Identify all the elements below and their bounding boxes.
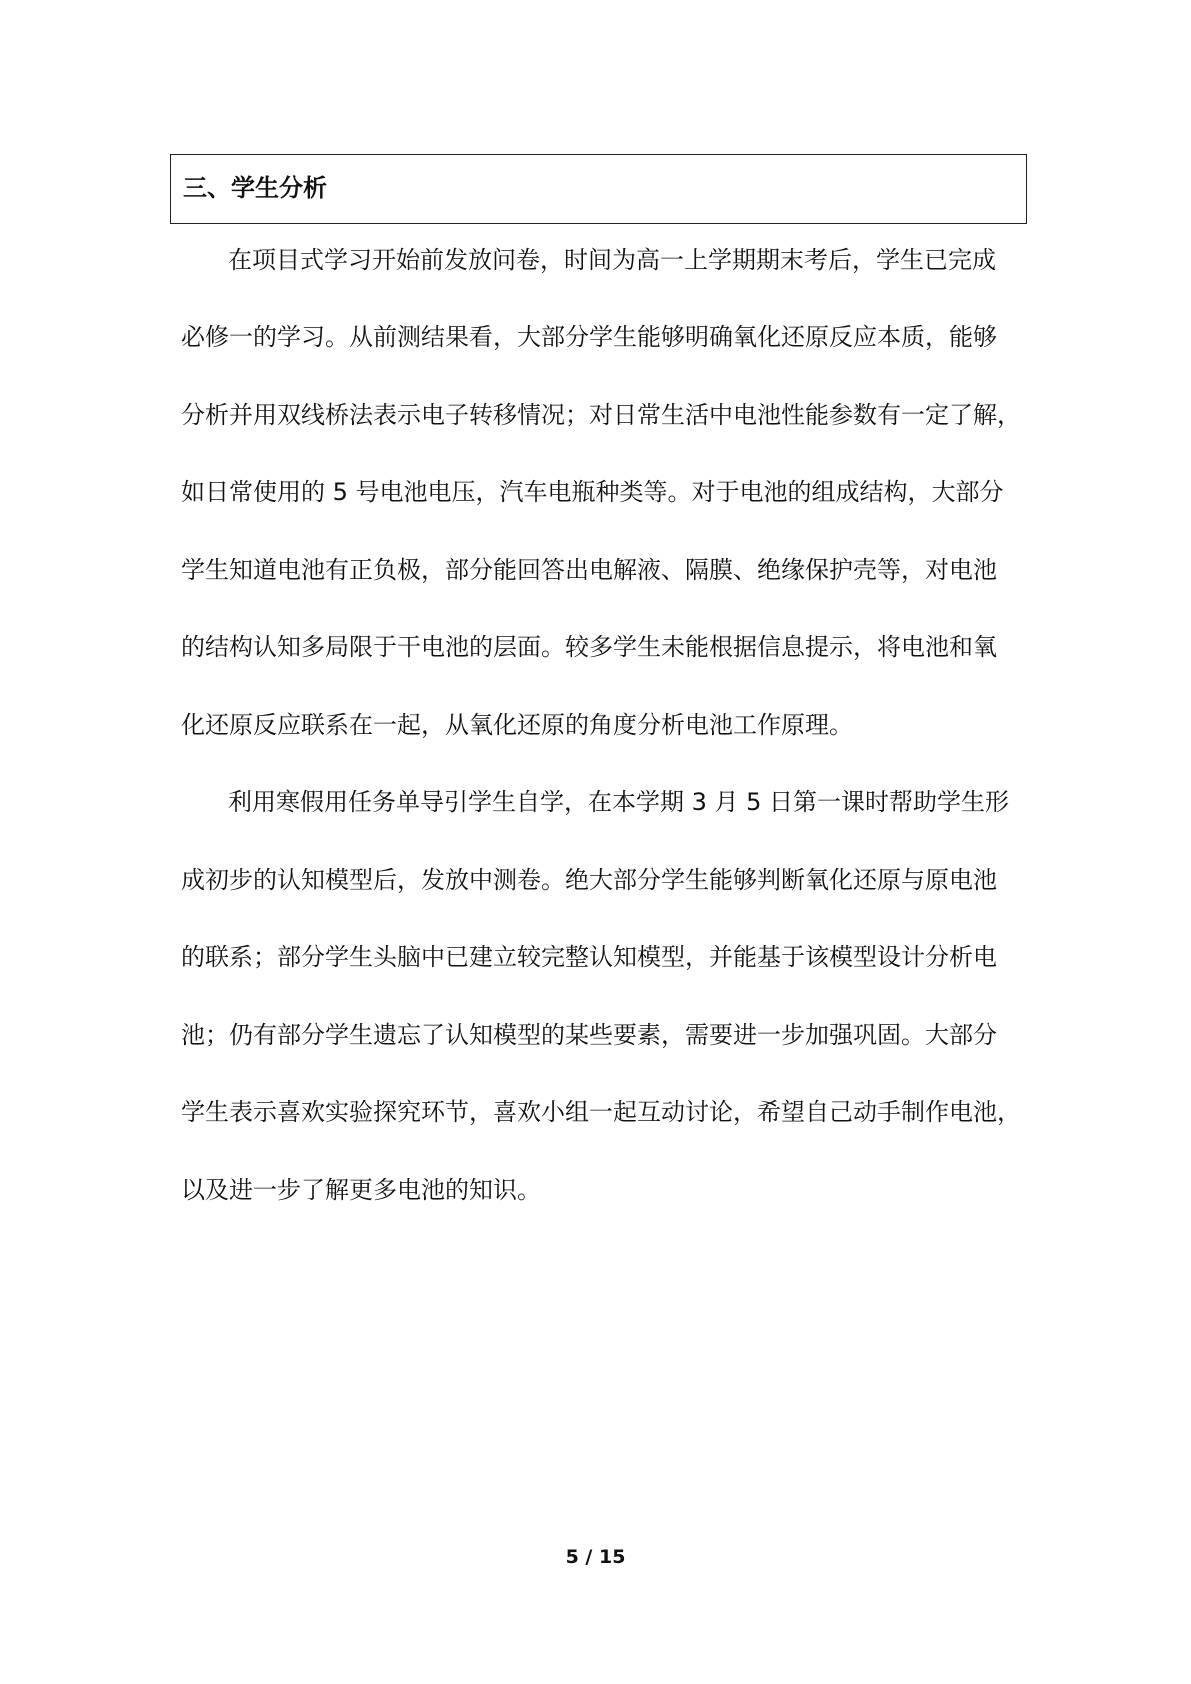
paragraph-line: 必修一的学习。从前测结果看，大部分学生能够明确氧化还原反应本质，能够 (181, 323, 997, 351)
paragraph-line: 化还原反应联系在一起，从氧化还原的角度分析电池工作原理。 (181, 711, 853, 739)
paragraph-line: 成初步的认知模型后，发放中测卷。绝大部分学生能够判断氧化还原与原电池 (181, 866, 997, 894)
paragraph-line: 以及进一步了解更多电池的知识。 (181, 1176, 541, 1204)
paragraph-line: 分析并用双线桥法表示电子转移情况；对日常生活中电池性能参数有一定了解， (181, 401, 1021, 429)
paragraph-line: 在项目式学习开始前发放问卷，时间为高一上学期期末考后，学生已完成 (228, 246, 996, 274)
paragraph-line: 利用寒假用任务单导引学生自学，在本学期 3 月 5 日第一课时帮助学生形 (228, 788, 1010, 816)
section-title: 三、学生分析 (183, 174, 327, 202)
section-heading-box (170, 154, 1027, 224)
page-number: 5 / 15 (565, 1546, 626, 1568)
paragraph-line: 的结构认知多局限于干电池的层面。较多学生未能根据信息提示，将电池和氧 (181, 633, 997, 661)
paragraph-line: 池；仍有部分学生遗忘了认知模型的某些要素，需要进一步加强巩固。大部分 (181, 1021, 997, 1049)
paragraph-line: 学生知道电池有正负极，部分能回答出电解液、隔膜、绝缘保护壳等，对电池 (181, 556, 997, 584)
paragraph-line: 学生表示喜欢实验探究环节，喜欢小组一起互动讨论，希望自己动手制作电池， (181, 1098, 1021, 1126)
paragraph-line: 的联系；部分学生头脑中已建立较完整认知模型，并能基于该模型设计分析电 (181, 943, 997, 971)
paragraph-line: 如日常使用的 5 号电池电压，汽车电瓶种类等。对于电池的组成结构，大部分 (181, 478, 1004, 506)
